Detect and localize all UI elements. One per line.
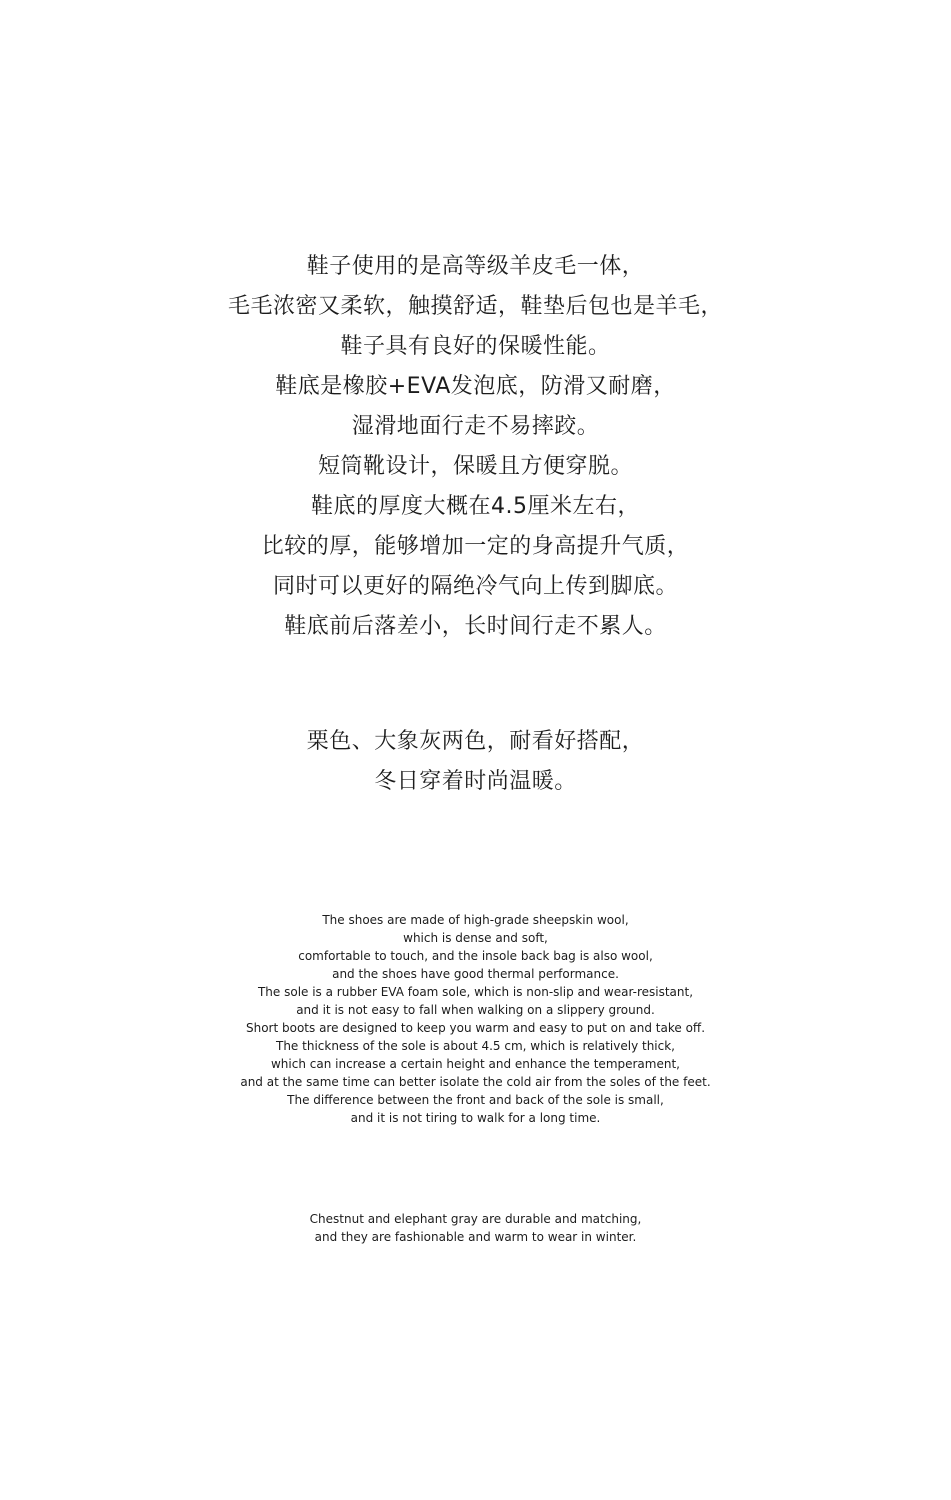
chinese-description-line: 鞋子具有良好的保暖性能。: [340, 334, 611, 359]
english-description-line: comfortable to touch, and the insole back bag is also wool,: [298, 949, 653, 963]
english-description-line: The thickness of the sole is about 4.5 cm, which is relatively thick,: [276, 1039, 675, 1053]
english-description-line: and at the same time can better isolate the cold air from the soles of the feet.: [240, 1075, 711, 1089]
english-description-line: which is dense and soft,: [403, 931, 548, 945]
chinese-description-line: 比较的厚，能够增加一定的身高提升气质，: [261, 534, 690, 559]
chinese-description-line: 鞋底是橡胶+EVA发泡底，防滑又耐磨，: [275, 374, 676, 399]
english-colors-block: [0, 1210, 951, 1246]
english-description-line: and the shoes have good thermal performance.: [332, 967, 619, 981]
english-description-line: The difference between the front and back of the sole is small,: [287, 1093, 664, 1107]
english-description-block: [0, 911, 951, 1127]
chinese-description-line: 鞋底的厚度大概在4.5厘米左右，: [311, 494, 640, 519]
english-description-line: The shoes are made of high-grade sheepskin wool,: [322, 913, 629, 927]
chinese-description-line: 毛毛浓密又柔软，触摸舒适，鞋垫后包也是羊毛，: [227, 294, 723, 319]
chinese-description-line: 鞋子使用的是高等级羊皮毛一体，: [306, 254, 645, 279]
english-colors-line: Chestnut and elephant gray are durable and matching,: [309, 1212, 642, 1226]
chinese-description-line: 同时可以更好的隔绝冷气向上传到脚底。: [272, 574, 678, 599]
english-colors-line: and they are fashionable and warm to wear in winter.: [314, 1230, 637, 1244]
english-description-line: which can increase a certain height and enhance the temperament,: [270, 1057, 680, 1071]
chinese-description-line: 鞋底前后落差小，长时间行走不累人。: [284, 614, 667, 639]
english-description-line: Short boots are designed to keep you warm and easy to put on and take off.: [245, 1021, 706, 1035]
english-description-line: and it is not easy to fall when walking on a slippery ground.: [296, 1003, 655, 1017]
english-description-line: The sole is a rubber EVA foam sole, which is non-slip and wear-resistant,: [257, 985, 694, 999]
chinese-colors-line: 冬日穿着时尚温暖。: [374, 769, 577, 794]
chinese-description-block: [0, 247, 951, 647]
chinese-colors-line: 栗色、大象灰两色，耐看好搭配，: [306, 729, 645, 754]
chinese-description-line: 短筒靴设计，保暖且方便穿脱。: [317, 454, 633, 479]
english-description-line: and it is not tiring to walk for a long time.: [350, 1111, 601, 1125]
chinese-colors-block: [0, 722, 951, 802]
chinese-description-line: 湿滑地面行走不易摔跤。: [351, 414, 600, 439]
